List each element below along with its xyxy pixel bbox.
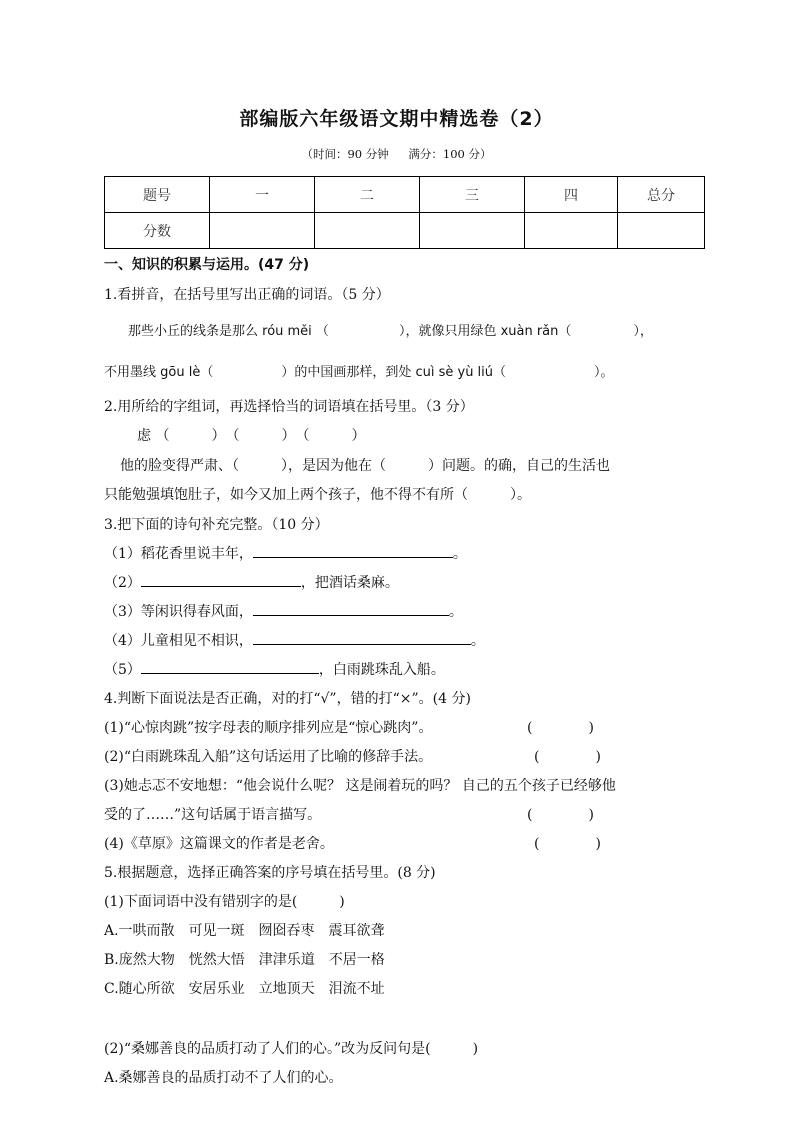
score-entry-cell[interactable] xyxy=(525,213,618,249)
poem-item: （1）稻花香里说丰年， 。 xyxy=(104,543,467,563)
score-cell: 题号 xyxy=(105,177,210,213)
score-cell: 三 xyxy=(420,177,525,213)
option-a: A.一哄而散 可见一斑 囫囵吞枣 震耳欲聋 xyxy=(104,923,385,939)
fill-blank[interactable] xyxy=(253,543,453,558)
question-prompt: 3.把下面的诗句补充完整。（10 分） xyxy=(104,517,329,533)
exam-total-score: 满分：100 分） xyxy=(408,147,492,161)
option-b: B.庞然大物 恍然大悟 津津乐道 不居一格 xyxy=(104,952,385,968)
score-table-header-row xyxy=(105,177,705,213)
exam-time: （时间：90 分钟 xyxy=(301,147,389,161)
q2-sentence-2: 只能勉强填饱肚子，如今又加上两个孩子，他不得不有所（ ）。 xyxy=(104,487,531,503)
score-cell: 一 xyxy=(210,177,315,213)
score-entry-cell[interactable] xyxy=(315,213,420,249)
poem-item: （3）等闲识得春风面， 。 xyxy=(104,601,463,621)
option-a: A.桑娜善良的品质打动不了人们的心。 xyxy=(104,1070,343,1086)
exam-info xyxy=(0,146,793,162)
word-groups: 虑 （ ） （ ） （ ） xyxy=(137,428,366,444)
judge-answer-slot[interactable]: ( ) xyxy=(534,836,601,852)
fill-blank[interactable] xyxy=(253,601,449,616)
score-table xyxy=(104,176,705,249)
section-heading: 一、知识的积累与运用。(47 分) xyxy=(104,257,310,273)
judge-item: (1)“心惊肉跳”按字母表的顺序排列应是“惊心跳肉”。 xyxy=(104,720,433,736)
score-entry-cell[interactable] xyxy=(210,213,315,249)
q1-line-1: 那些小丘的线条是那么 róu měi （ ），就像只用绿色 xuàn rǎn（ ）， xyxy=(128,324,653,339)
score-cell: 四 xyxy=(525,177,618,213)
judge-item: (3)她忐忑不安地想：“他会说什么呢？ 这是闹着玩的吗？ 自己的五个孩子已经够他 xyxy=(104,778,616,794)
question-prompt: 1.看拼音，在括号里写出正确的词语。（5 分） xyxy=(104,287,390,303)
poem-item: （4）儿童相见不相识， 。 xyxy=(104,630,485,650)
question-prompt: 5.根据题意，选择正确答案的序号填在括号里。(8 分) xyxy=(104,865,436,881)
sub-question: (1)下面词语中没有错别字的是( ) xyxy=(104,894,345,910)
option-c: C.随心所欲 安居乐业 立地顶天 泪流不址 xyxy=(104,981,385,997)
sub-question: (2)“桑娜善良的品质打动了人们的心。”改为反问句是( ) xyxy=(104,1041,479,1057)
question-prompt: 4.判断下面说法是否正确，对的打“√”，错的打“×”。(4 分) xyxy=(104,691,471,707)
poem-item: （2） ，把酒话桑麻。 xyxy=(104,572,399,592)
judge-answer-slot[interactable]: ( ) xyxy=(527,807,594,823)
judge-item-cont: 受的了……”这句话属于语言描写。 xyxy=(104,807,322,823)
poem-item: （5） ，白雨跳珠乱入船。 xyxy=(104,659,445,679)
score-cell: 分数 xyxy=(105,213,210,249)
fill-blank[interactable] xyxy=(141,659,319,674)
score-cell: 二 xyxy=(315,177,420,213)
score-cell: 总分 xyxy=(618,177,705,213)
score-entry-cell[interactable] xyxy=(420,213,525,249)
fill-blank[interactable] xyxy=(253,630,471,645)
judge-item: (4)《草原》这篇课文的作者是老舍。 xyxy=(104,836,334,852)
question-prompt: 2.用所给的字组词，再选择恰当的词语填在括号里。（3 分） xyxy=(104,399,474,415)
page-title: 部编版六年级语文期中精选卷（2） xyxy=(239,108,554,130)
q2-sentence-1: 他的脸变得严肃、（ ），是因为他在（ ）问题。的确，自己的生活也 xyxy=(120,458,610,474)
q1-line-2: 不用墨线 gōu lè（ ）的中国画那样，到处 cuì sè yù liú（ ）。 xyxy=(104,365,614,380)
score-table-score-row xyxy=(105,213,705,249)
judge-item: (2)“白雨跳珠乱入船”这句话运用了比喻的修辞手法。 xyxy=(104,749,433,765)
judge-answer-slot[interactable]: ( ) xyxy=(527,720,594,736)
judge-answer-slot[interactable]: ( ) xyxy=(534,749,601,765)
score-entry-cell[interactable] xyxy=(618,213,705,249)
fill-blank[interactable] xyxy=(141,572,301,587)
